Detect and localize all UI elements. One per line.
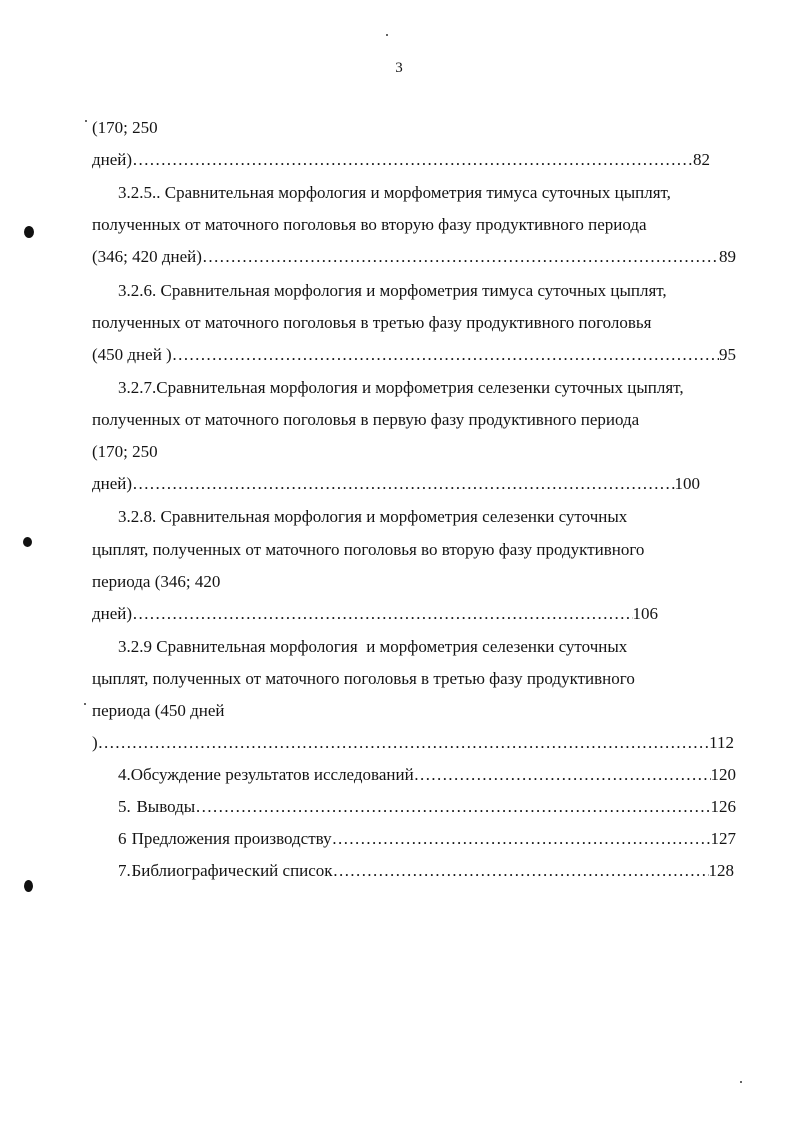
toc-section-6-title: Предложения производству <box>131 829 332 848</box>
dot-leader <box>172 345 719 365</box>
toc-entry-3-2-8-line-1: 3.2.8. Сравнительная морфология и морфометрия селезенки суточных <box>118 507 628 526</box>
toc-section-5-title: Выводы <box>136 797 196 816</box>
toc-entry-3-2-9-line-3: периода (450 дней <box>92 701 225 720</box>
dot-leader <box>132 604 632 624</box>
toc-entry-3-2-6-line-2: полученных от маточного поголовья в третью фазу продуктивного поголовья <box>92 313 652 332</box>
scan-speck <box>84 703 86 705</box>
toc-entry-3-2-9-page: 112 <box>709 733 734 752</box>
toc-section-4 <box>118 765 736 785</box>
toc-entry-1-tail: дней) <box>92 150 133 169</box>
dot-leader <box>332 829 711 849</box>
toc-entry-3-2-5-leader <box>92 247 736 267</box>
toc-entry-3-2-7-line-1: 3.2.7.Сравнительная морфология и морфометрия селезенки суточных цыплят, <box>118 378 684 397</box>
scan-speck <box>386 34 388 36</box>
toc-entry-3-2-6-leader <box>92 345 736 365</box>
toc-entry-3-2-9-line-1: 3.2.9 Сравнительная морфология и морфометрия селезенки суточных <box>118 637 628 656</box>
toc-section-6-number: 6 <box>118 829 127 848</box>
toc-entry-3-2-8-line-2: цыплят, полученных от маточного поголовья во вторую фазу продуктивного <box>92 540 645 559</box>
toc-section-7-title: Библиографический список <box>131 861 333 880</box>
toc-entry-3-2-7-line-2: полученных от маточного поголовья в первую фазу продуктивного периода <box>92 410 640 429</box>
toc-section-4-page: 120 <box>710 765 736 784</box>
toc-section-4-title: Обсуждение результатов исследований <box>130 765 414 784</box>
toc-entry-3-2-9-leader <box>92 733 734 753</box>
toc-entry-3-2-7-page: 100 <box>674 474 700 493</box>
toc-entry-3-2-9-line-2: цыплят, полученных от маточного поголовья в третью фазу продуктивного <box>92 669 635 688</box>
dot-leader <box>333 861 709 881</box>
toc-entry-1-leader <box>92 150 710 170</box>
toc-entry-1-page: 82 <box>693 150 710 169</box>
toc-entry-3-2-9-tail: ) <box>92 733 98 752</box>
toc-entry-3-2-8-page: 106 <box>632 604 658 623</box>
toc-section-6 <box>118 829 736 849</box>
dot-leader <box>98 733 709 753</box>
binder-hole-mark <box>24 880 33 892</box>
toc-entry-3-2-7-line-3: (170; 250 <box>92 442 158 461</box>
toc-section-6-page: 127 <box>710 829 736 848</box>
toc-entry-3-2-8-tail: дней) <box>92 604 133 623</box>
toc-entry-3-2-8-leader <box>92 604 658 624</box>
toc-section-7 <box>118 861 734 881</box>
dot-leader <box>202 247 719 267</box>
toc-entry-3-2-5-line-1: 3.2.5.. Сравнительная морфология и морфометрия тимуса суточных цыплят, <box>118 183 671 202</box>
scan-speck <box>740 1081 742 1083</box>
toc-section-5-page: 126 <box>710 797 736 816</box>
dot-leader <box>132 150 693 170</box>
binder-hole-mark <box>23 537 32 547</box>
toc-entry-3-2-7-leader <box>92 474 700 494</box>
toc-entry-1-line-1: (170; 250 <box>92 118 158 137</box>
toc-section-5-number: 5. <box>118 797 131 816</box>
toc-entry-3-2-6-tail: (450 дней ) <box>92 345 172 364</box>
toc-section-5 <box>118 797 736 817</box>
dot-leader <box>132 474 674 494</box>
toc-entry-3-2-8-line-3: периода (346; 420 <box>92 572 221 591</box>
dot-leader <box>414 765 711 785</box>
toc-entry-3-2-5-page: 89 <box>719 247 736 266</box>
toc-section-7-number: 7. <box>118 861 131 880</box>
page-number: 3 <box>395 60 403 76</box>
toc-entry-3-2-5-tail: (346; 420 дней) <box>92 247 202 266</box>
toc-entry-3-2-6-page: 95 <box>719 345 736 364</box>
dot-leader <box>195 797 710 817</box>
toc-entry-3-2-5-line-2: полученных от маточного поголовья во вторую фазу продуктивного периода <box>92 215 647 234</box>
toc-entry-3-2-6-line-1: 3.2.6. Сравнительная морфология и морфометрия тимуса суточных цыплят, <box>118 281 667 300</box>
toc-section-7-page: 128 <box>708 861 734 880</box>
toc-entry-3-2-7-tail: дней) <box>92 474 133 493</box>
scan-speck <box>85 120 87 122</box>
binder-hole-mark <box>24 226 34 238</box>
toc-section-4-number: 4. <box>118 765 131 784</box>
